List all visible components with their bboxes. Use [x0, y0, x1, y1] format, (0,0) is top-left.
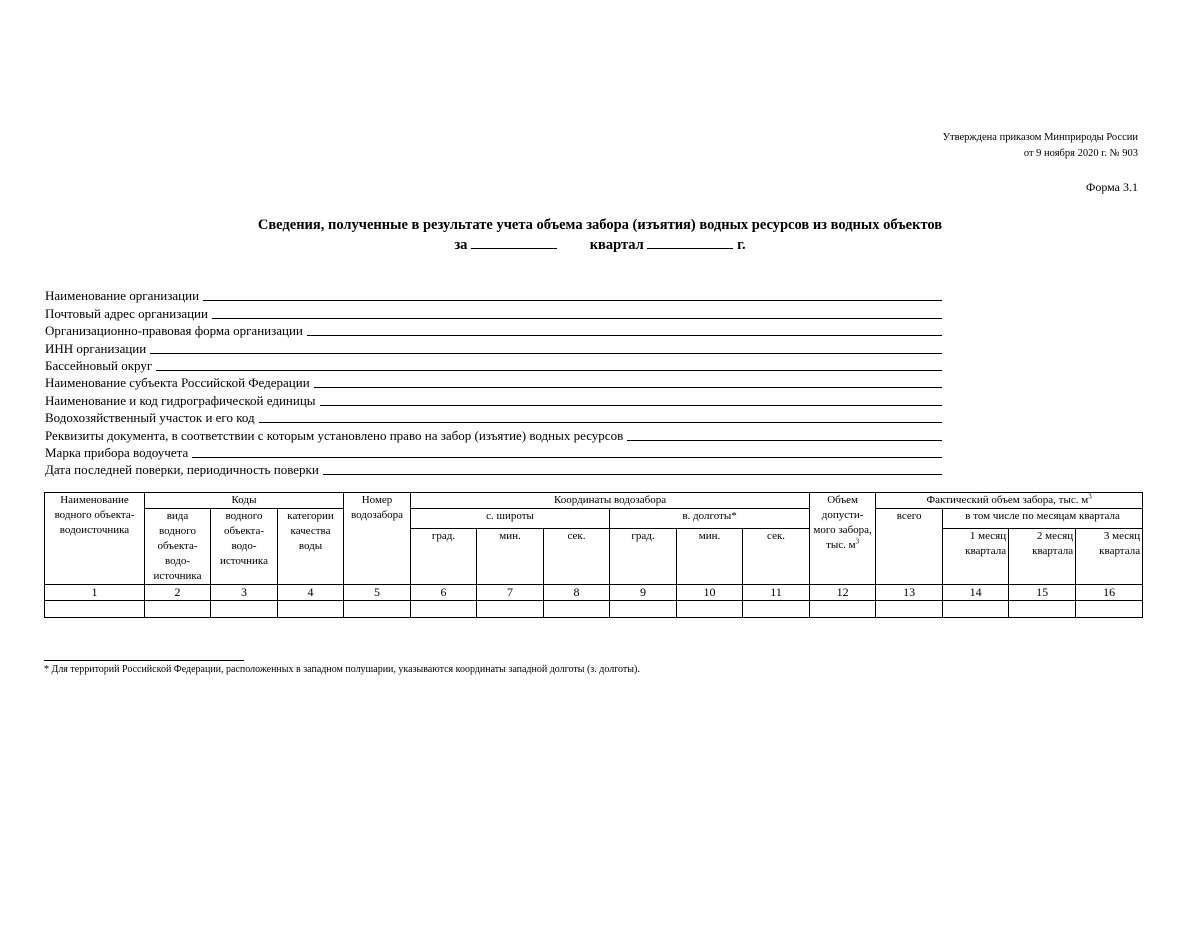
column-number: 15: [1009, 585, 1076, 601]
header-lat-sec: сек.: [544, 529, 610, 585]
table-cell[interactable]: [45, 601, 145, 618]
table-cell[interactable]: [677, 601, 743, 618]
header-intake-number: Номер водозабора: [344, 493, 411, 585]
year-blank[interactable]: [647, 234, 733, 249]
approval-note: [943, 130, 1138, 162]
title-line-2: [40, 234, 1160, 254]
footnote: * Для территорий Российской Федерации, расположенных в западном полушарии, указываются координаты западной долготы (з. долготы).: [44, 664, 640, 675]
header-lon-sec: сек.: [743, 529, 810, 585]
column-number: 8: [544, 585, 610, 601]
field-label: Наименование субъекта Российской Федерации: [45, 375, 310, 391]
column-number: 5: [344, 585, 411, 601]
header-lat-deg: град.: [411, 529, 477, 585]
field-input[interactable]: [307, 321, 942, 336]
field-row: [45, 460, 942, 477]
field-label: Бассейновый округ: [45, 357, 153, 373]
header-month-3: 3 месяц квартала: [1076, 529, 1143, 585]
field-input[interactable]: [627, 426, 942, 441]
table-cell[interactable]: [610, 601, 677, 618]
document-title: [40, 216, 1160, 254]
field-label: Наименование и код гидрографической единицы: [45, 392, 316, 408]
superscript-3: 3: [855, 537, 860, 546]
field-label: Дата последней поверки, периодичность поверки: [45, 462, 319, 478]
footnote-divider: [44, 660, 244, 661]
table-cell[interactable]: [145, 601, 211, 618]
field-label: Наименование организации: [45, 288, 200, 304]
superscript-3: 3: [1088, 492, 1092, 501]
field-label: ИНН организации: [45, 340, 147, 356]
field-input[interactable]: [259, 408, 942, 423]
column-number: 1: [45, 585, 145, 601]
column-number: 10: [677, 585, 743, 601]
water-intake-table: [44, 492, 1143, 618]
column-number: 2: [145, 585, 211, 601]
column-number: 12: [810, 585, 876, 601]
field-row: [45, 408, 942, 425]
table-cell[interactable]: [810, 601, 876, 618]
approval-line-2: от 9 ноября 2020 г. № 903: [1023, 148, 1138, 159]
header-lat-min: мин.: [477, 529, 544, 585]
table-cell[interactable]: [544, 601, 610, 618]
table-cell[interactable]: [211, 601, 278, 618]
field-input[interactable]: [192, 443, 942, 458]
column-number: 9: [610, 585, 677, 601]
header-by-month: в том числе по месяцам квартала: [943, 509, 1143, 529]
table-cell[interactable]: [876, 601, 943, 618]
field-label: Почтовый адрес организации: [45, 305, 208, 321]
header-code-quality: категории качества воды: [278, 509, 344, 585]
title-quarter: квартал: [589, 237, 644, 253]
header-actual-volume: [876, 493, 1143, 509]
header-water-body: Наименование водного объекта-водоисточника: [45, 493, 145, 585]
field-label: Марка прибора водоучета: [45, 444, 189, 460]
table-cell[interactable]: [411, 601, 477, 618]
allowed-volume-text: Объем допусти-мого забора, тыс. м: [813, 494, 872, 551]
column-number: 6: [411, 585, 477, 601]
field-row: [45, 425, 942, 442]
header-month-2: 2 месяц квартала: [1009, 529, 1076, 585]
field-row: [45, 321, 942, 338]
column-number: 7: [477, 585, 544, 601]
column-number: 16: [1076, 585, 1143, 601]
quarter-blank[interactable]: [471, 234, 557, 249]
field-input[interactable]: [150, 339, 942, 354]
column-number: 3: [211, 585, 278, 601]
column-number: 14: [943, 585, 1009, 601]
organization-fields: [45, 286, 942, 477]
table-cell[interactable]: [1009, 601, 1076, 618]
field-label: Реквизиты документа, в соответствии с которым установлено право на забор (изъятие) водных ресурсов: [45, 427, 624, 443]
field-row: [45, 303, 942, 320]
column-numbers-row: [45, 585, 1143, 601]
header-month-1: 1 месяц квартала: [943, 529, 1009, 585]
title-year-suffix: г.: [737, 237, 746, 253]
header-lon-deg: град.: [610, 529, 677, 585]
field-row: [45, 338, 942, 355]
table-row: [45, 601, 1143, 618]
header-code-object: водного объекта-водо-источника: [211, 509, 278, 585]
field-row: [45, 390, 942, 407]
header-coordinates: Координаты водозабора: [411, 493, 810, 509]
header-allowed-volume: [810, 493, 876, 585]
title-line-1: Сведения, полученные в результате учета объема забора (изъятия) водных ресурсов из водных объектов: [257, 217, 943, 233]
title-za: за: [454, 237, 468, 253]
header-lon-min: мин.: [677, 529, 743, 585]
header-total: всего: [876, 509, 943, 585]
table-cell[interactable]: [344, 601, 411, 618]
table-cell[interactable]: [943, 601, 1009, 618]
field-row: [45, 286, 942, 303]
form-number: Форма 3.1: [1085, 180, 1138, 194]
field-input[interactable]: [323, 460, 942, 475]
column-number: 4: [278, 585, 344, 601]
field-row: [45, 373, 942, 390]
table-cell[interactable]: [278, 601, 344, 618]
table-cell[interactable]: [743, 601, 810, 618]
field-label: Организационно-правовая форма организации: [45, 323, 303, 339]
table-cell[interactable]: [1076, 601, 1143, 618]
field-input[interactable]: [320, 391, 942, 406]
actual-volume-text: Фактический объем забора, тыс. м: [926, 494, 1089, 506]
column-number: 13: [876, 585, 943, 601]
field-row: [45, 443, 942, 460]
column-number: 11: [743, 585, 810, 601]
header-codes: Коды: [145, 493, 344, 509]
field-input[interactable]: [203, 286, 942, 301]
header-code-type: вида водного объекта-водо-источника: [145, 509, 211, 585]
table-cell[interactable]: [477, 601, 544, 618]
field-label: Водохозяйственный участок и его код: [45, 410, 255, 426]
field-input[interactable]: [156, 356, 942, 371]
approval-line-1: Утверждена приказом Минприроды России: [942, 132, 1138, 143]
field-row: [45, 356, 942, 373]
field-input[interactable]: [314, 373, 942, 388]
field-input[interactable]: [212, 304, 942, 319]
header-longitude: в. долготы*: [610, 509, 810, 529]
header-latitude: с. широты: [411, 509, 610, 529]
